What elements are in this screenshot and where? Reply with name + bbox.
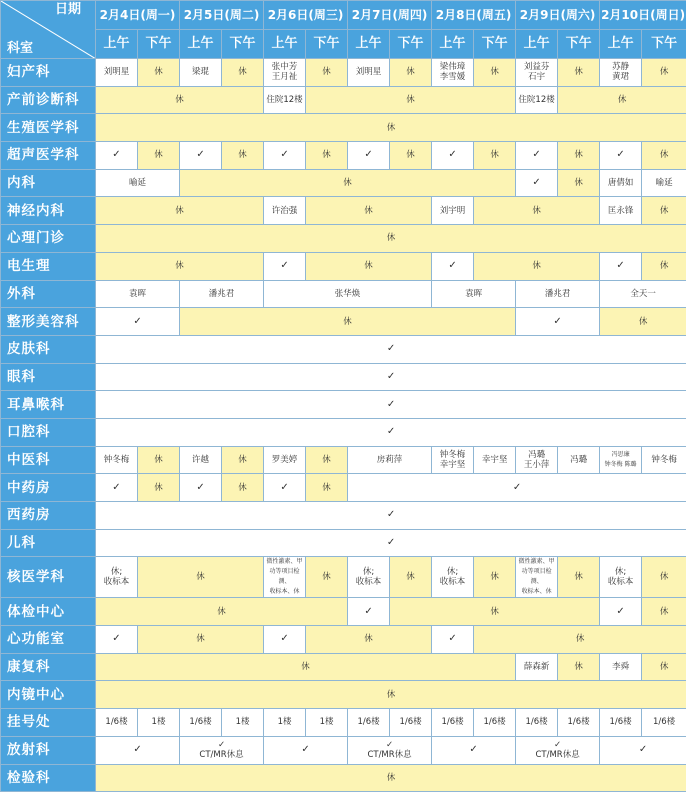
schedule-cell: 冯璐 王小萍 [516, 446, 558, 474]
schedule-check: ✓ [516, 142, 558, 170]
schedule-cell: 休; 收标本 [348, 557, 390, 598]
schedule-rest: 休 [96, 653, 516, 681]
schedule-check: ✓ [180, 142, 222, 170]
schedule-rest: 休 [390, 142, 432, 170]
schedule-check: ✓ [432, 626, 474, 654]
dept-row [1, 142, 686, 170]
schedule-rest: 休 [222, 446, 264, 474]
schedule-cell: 1/6楼 [516, 709, 558, 737]
dept-name: 整形美容科 [1, 308, 96, 336]
schedule-cell: 1/6楼 [96, 709, 138, 737]
schedule-rest: 休 [222, 142, 264, 170]
schedule-cell: 刘明星 [348, 59, 390, 87]
schedule-cell: 冯璐 [558, 446, 600, 474]
schedule-cell: 潘兆君 [516, 280, 600, 308]
date-header: 2月9日(周六) [516, 1, 600, 30]
schedule-rest: 休 [306, 557, 348, 598]
schedule-rest: 休 [180, 169, 516, 197]
dept-name: 产前诊断科 [1, 86, 96, 114]
dept-name: 神经内科 [1, 197, 96, 225]
schedule-check: ✓ [96, 363, 686, 391]
schedule-check: ✓ [96, 502, 686, 530]
schedule-cell: 钟冬梅 幸宇坚 [432, 446, 474, 474]
dept-name: 体检中心 [1, 598, 96, 626]
schedule-rest: 休 [306, 86, 516, 114]
schedule-rest: 休 [474, 557, 516, 598]
dept-row [1, 252, 686, 280]
schedule-cell: 喻延 [96, 169, 180, 197]
schedule-cell: 张中芳 王月祉 [264, 59, 306, 87]
corner-dept-label: 科室 [7, 44, 33, 54]
schedule-cell: 休; 收标本 [432, 557, 474, 598]
schedule-cell: 1/6楼 [642, 709, 686, 737]
date-header: 2月8日(周五) [432, 1, 516, 30]
schedule-rest: 休 [642, 59, 686, 87]
schedule-rest: 休 [180, 308, 516, 336]
schedule-rest: 休 [138, 142, 180, 170]
schedule-cell: 刘宇明 [432, 197, 474, 225]
dept-name: 生殖医学科 [1, 114, 96, 142]
date-header: 2月5日(周二) [180, 1, 264, 30]
dept-name: 康复科 [1, 653, 96, 681]
schedule-rest: 休 [306, 142, 348, 170]
dept-row [1, 363, 686, 391]
schedule-rest: 休 [642, 142, 686, 170]
schedule-cell: 喻延 [642, 169, 686, 197]
schedule-rest: 休 [138, 446, 180, 474]
schedule-cell: 1楼 [264, 709, 306, 737]
schedule-cell: ✓ CT/MR休息 [516, 736, 600, 764]
slot-header-row [1, 30, 686, 59]
schedule-check: ✓ [264, 142, 306, 170]
schedule-rest: 休 [306, 626, 432, 654]
schedule-cell: 刘明星 [96, 59, 138, 87]
schedule-cell: 1/6楼 [390, 709, 432, 737]
schedule-rest: 休 [390, 598, 600, 626]
schedule-rest: 休 [222, 59, 264, 87]
dept-row [1, 653, 686, 681]
schedule-cell: 唐倩如 [600, 169, 642, 197]
schedule-rest: 休 [96, 114, 686, 142]
schedule-cell: ✓ CT/MR休息 [180, 736, 264, 764]
schedule-rest: 休 [138, 626, 264, 654]
schedule-check: ✓ [96, 335, 686, 363]
dept-name: 西药房 [1, 502, 96, 530]
schedule-rest: 休 [642, 252, 686, 280]
dept-name: 皮肤科 [1, 335, 96, 363]
dept-name: 耳鼻喉科 [1, 391, 96, 419]
schedule-rest: 休 [558, 59, 600, 87]
schedule-cell: 1/6楼 [474, 709, 516, 737]
schedule-rest: 休 [306, 446, 348, 474]
schedule-cell: 1楼 [138, 709, 180, 737]
schedule-rest: 休 [474, 252, 600, 280]
schedule-cell: 休; 收标本 [600, 557, 642, 598]
schedule-cell: 潘兆君 [180, 280, 264, 308]
dept-row [1, 114, 686, 142]
pm-header: 下午 [222, 30, 264, 59]
schedule-check: ✓ [264, 252, 306, 280]
dept-row [1, 529, 686, 557]
schedule-cell: 1/6楼 [432, 709, 474, 737]
dept-name: 检验科 [1, 764, 96, 792]
schedule-rest: 休 [474, 59, 516, 87]
schedule-cell: 李舜 [600, 653, 642, 681]
dept-row [1, 502, 686, 530]
schedule-check: ✓ [516, 308, 600, 336]
schedule-rest: 休 [306, 474, 348, 502]
dept-name: 中医科 [1, 446, 96, 474]
dept-name: 眼科 [1, 363, 96, 391]
schedule-check: ✓ [600, 142, 642, 170]
schedule-check: ✓ [96, 142, 138, 170]
dept-name: 心理门诊 [1, 225, 96, 253]
dept-row [1, 308, 686, 336]
schedule-rest: 休 [642, 197, 686, 225]
schedule-check: ✓ [264, 474, 306, 502]
schedule-cell: 住院12楼 [516, 86, 558, 114]
dept-row [1, 709, 686, 737]
schedule-cell: 1/6楼 [600, 709, 642, 737]
dept-row [1, 736, 686, 764]
dept-row [1, 626, 686, 654]
schedule-rest: 休 [222, 474, 264, 502]
schedule-cell: 冯思廉 钟冬梅 陈璐 [600, 446, 642, 474]
corner-header [1, 1, 96, 59]
schedule-rest: 休 [96, 598, 348, 626]
schedule-cell: 微性激素、甲 功等项目检测、 收标本、休 [264, 557, 306, 598]
schedule-rest: 休 [558, 169, 600, 197]
schedule-check: ✓ [600, 252, 642, 280]
schedule-cell: 钟冬梅 [96, 446, 138, 474]
dept-name: 电生理 [1, 252, 96, 280]
schedule-rest: 休 [474, 142, 516, 170]
am-header: 上午 [348, 30, 390, 59]
dept-row [1, 391, 686, 419]
dept-row [1, 764, 686, 792]
schedule-rest: 休 [138, 474, 180, 502]
schedule-rest: 休 [138, 59, 180, 87]
schedule-cell: 1/6楼 [180, 709, 222, 737]
schedule-check: ✓ [516, 169, 558, 197]
dept-row [1, 598, 686, 626]
dept-name: 儿科 [1, 529, 96, 557]
schedule-rest: 休 [474, 197, 600, 225]
schedule-cell: 微性激素、甲 功等项目检测、 收标本、休 [516, 557, 558, 598]
schedule-cell: 房莉萍 [348, 446, 432, 474]
schedule-rest: 休 [474, 626, 686, 654]
schedule-cell: 全天一 [600, 280, 686, 308]
schedule-rest: 休 [96, 197, 264, 225]
schedule-cell: 薛森新 [516, 653, 558, 681]
schedule-check: ✓ [96, 736, 180, 764]
dept-row [1, 225, 686, 253]
pm-header: 下午 [390, 30, 432, 59]
schedule-rest: 休 [390, 557, 432, 598]
date-header: 2月10日(周日) [600, 1, 686, 30]
schedule-check: ✓ [264, 626, 306, 654]
pm-header: 下午 [306, 30, 348, 59]
dept-row [1, 418, 686, 446]
schedule-cell: 罗美婷 [264, 446, 306, 474]
schedule-check: ✓ [432, 142, 474, 170]
date-header: 2月4日(周一) [96, 1, 180, 30]
schedule-rest: 休 [390, 59, 432, 87]
schedule-check: ✓ [96, 626, 138, 654]
dept-row [1, 169, 686, 197]
schedule-rest: 休 [96, 681, 686, 709]
schedule-rest: 休 [306, 252, 432, 280]
schedule-cell: 1/6楼 [558, 709, 600, 737]
pm-header: 下午 [138, 30, 180, 59]
schedule-cell: 幸宇坚 [474, 446, 516, 474]
schedule-rest: 休 [558, 86, 686, 114]
dept-row [1, 280, 686, 308]
dept-name: 内科 [1, 169, 96, 197]
date-header: 2月7日(周四) [348, 1, 432, 30]
schedule-rest: 休 [558, 142, 600, 170]
schedule-rest: 休 [138, 557, 264, 598]
dept-row [1, 474, 686, 502]
schedule-cell: 刘益芬 石宇 [516, 59, 558, 87]
dept-row [1, 59, 686, 87]
schedule-rest: 休 [558, 653, 600, 681]
dept-name: 妇产科 [1, 59, 96, 87]
schedule-cell: 梁伟璋 李雪媛 [432, 59, 474, 87]
dept-name: 放射科 [1, 736, 96, 764]
pm-header: 下午 [642, 30, 686, 59]
dept-name: 超声医学科 [1, 142, 96, 170]
date-header: 2月6日(周三) [264, 1, 348, 30]
schedule-check: ✓ [600, 736, 686, 764]
schedule-rest: 休 [96, 225, 686, 253]
schedule-check: ✓ [96, 474, 138, 502]
dept-name: 心功能室 [1, 626, 96, 654]
am-header: 上午 [516, 30, 558, 59]
dept-row [1, 335, 686, 363]
pm-header: 下午 [558, 30, 600, 59]
dept-name: 中药房 [1, 474, 96, 502]
dept-name: 核医学科 [1, 557, 96, 598]
schedule-rest: 休 [558, 557, 600, 598]
dept-row [1, 86, 686, 114]
schedule-check: ✓ [96, 418, 686, 446]
schedule-cell: 许治强 [264, 197, 306, 225]
schedule-cell: 许越 [180, 446, 222, 474]
schedule-cell: ✓ CT/MR休息 [348, 736, 432, 764]
schedule-cell: 休; 收标本 [96, 557, 138, 598]
pm-header: 下午 [474, 30, 516, 59]
schedule-cell: 住院12楼 [264, 86, 306, 114]
schedule-check: ✓ [180, 474, 222, 502]
schedule-rest: 休 [642, 653, 686, 681]
schedule-check: ✓ [600, 598, 642, 626]
schedule-check: ✓ [432, 252, 474, 280]
schedule-cell: 袁晖 [432, 280, 516, 308]
schedule-check: ✓ [348, 474, 686, 502]
am-header: 上午 [264, 30, 306, 59]
schedule-cell: 1楼 [306, 709, 348, 737]
schedule-rest: 休 [600, 308, 686, 336]
schedule-check: ✓ [96, 529, 686, 557]
schedule-cell: 袁晖 [96, 280, 180, 308]
dept-name: 挂号处 [1, 709, 96, 737]
schedule-check: ✓ [264, 736, 348, 764]
schedule-cell: 1楼 [222, 709, 264, 737]
schedule-cell: 匡永锋 [600, 197, 642, 225]
schedule-rest: 休 [306, 59, 348, 87]
am-header: 上午 [432, 30, 474, 59]
schedule-cell: 苏静 黄珺 [600, 59, 642, 87]
schedule-cell: 梁琨 [180, 59, 222, 87]
schedule-rest: 休 [642, 557, 686, 598]
am-header: 上午 [600, 30, 642, 59]
date-header-row [1, 1, 686, 30]
dept-name: 内镜中心 [1, 681, 96, 709]
schedule-rest: 休 [96, 86, 264, 114]
dept-row [1, 557, 686, 598]
dept-row [1, 446, 686, 474]
schedule-check: ✓ [96, 391, 686, 419]
am-header: 上午 [96, 30, 138, 59]
dept-row [1, 197, 686, 225]
am-header: 上午 [180, 30, 222, 59]
schedule-check: ✓ [348, 142, 390, 170]
corner-date-label: 日期 [55, 5, 81, 15]
schedule-cell: 钟冬梅 [642, 446, 686, 474]
schedule-check: ✓ [348, 598, 390, 626]
schedule-rest: 休 [642, 598, 686, 626]
schedule-check: ✓ [432, 736, 516, 764]
dept-name: 外科 [1, 280, 96, 308]
schedule-rest: 休 [96, 252, 264, 280]
dept-row [1, 681, 686, 709]
schedule-rest: 休 [96, 764, 686, 792]
dept-name: 口腔科 [1, 418, 96, 446]
schedule-rest: 休 [306, 197, 432, 225]
schedule-cell: 1/6楼 [348, 709, 390, 737]
schedule-cell: 张华焕 [264, 280, 432, 308]
schedule-check: ✓ [96, 308, 180, 336]
